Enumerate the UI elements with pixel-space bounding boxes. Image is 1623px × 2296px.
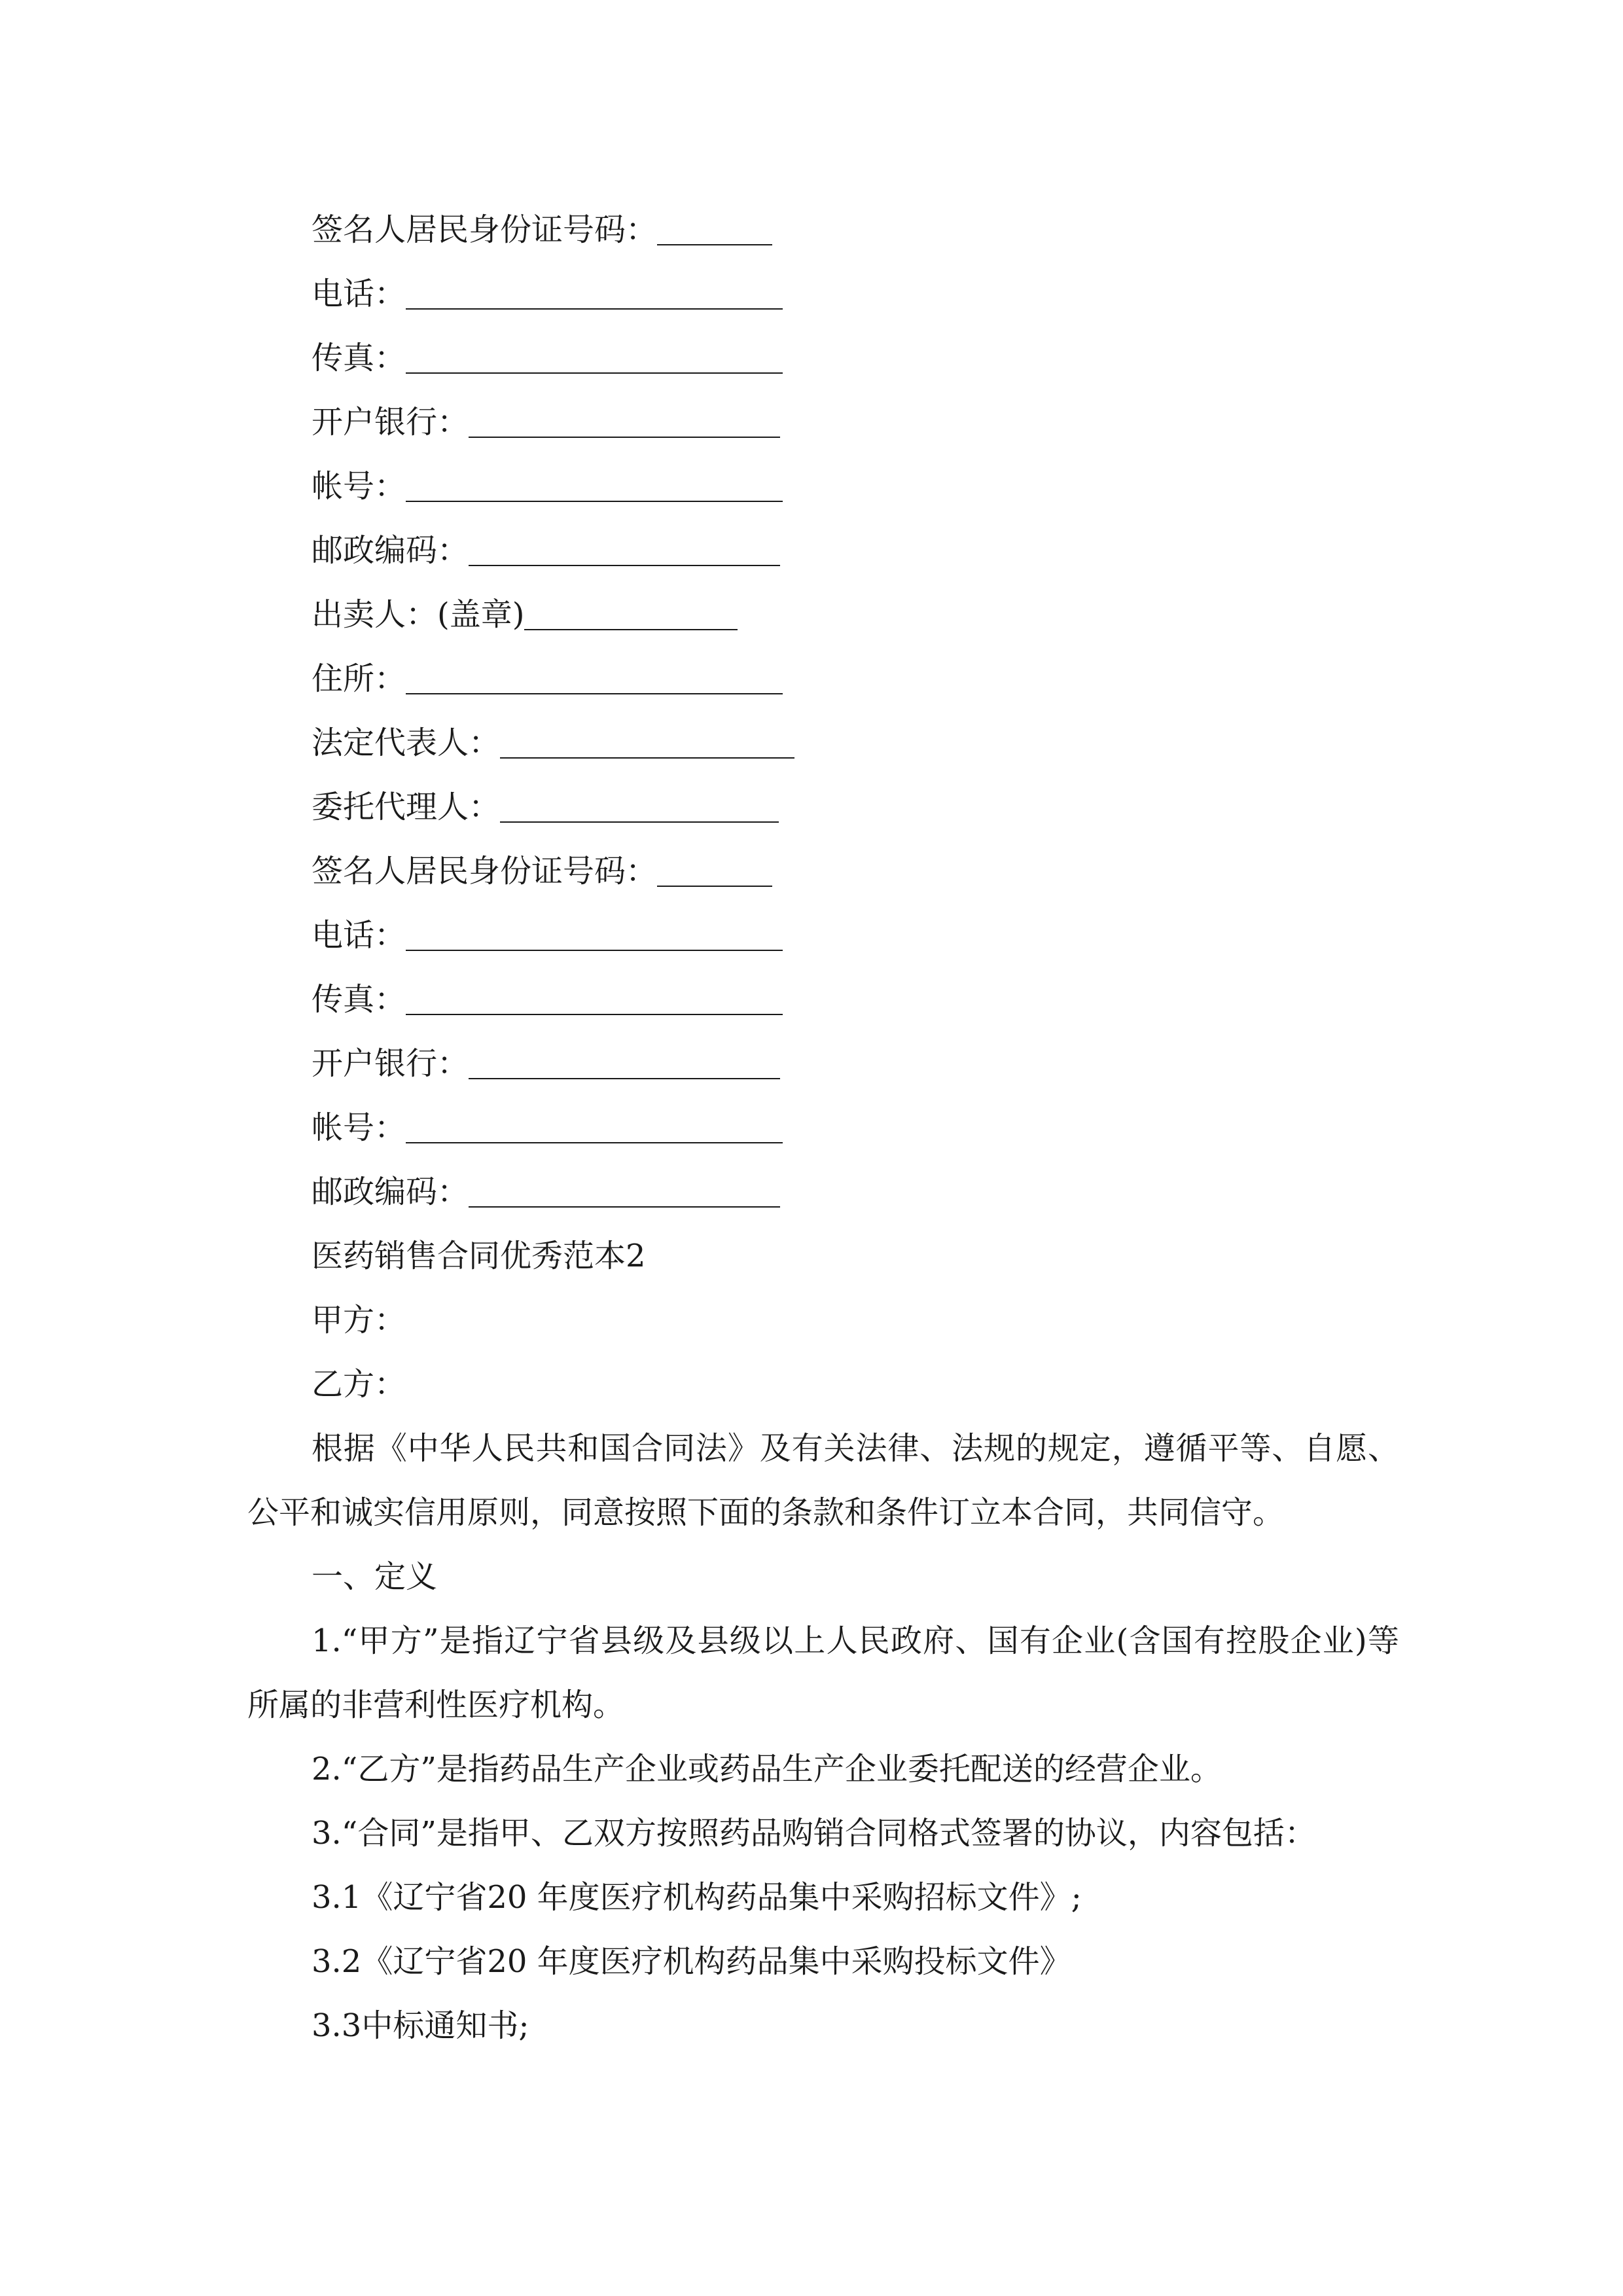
blank-line — [500, 791, 779, 823]
field-label: 帐号： — [312, 468, 406, 505]
field-label: 电话： — [312, 276, 406, 312]
definition-3-3: 3.3中标通知书; — [312, 2007, 529, 2044]
account-field — [312, 454, 783, 518]
id-number-field — [312, 198, 772, 262]
phone-field — [312, 903, 783, 967]
field-label: 邮政编码： — [312, 532, 469, 569]
fax-field — [312, 967, 783, 1031]
field-label: 委托代理人： — [312, 789, 501, 825]
blank-line — [406, 663, 783, 694]
legal-rep-field — [312, 711, 794, 775]
field-label: 住所： — [312, 660, 406, 697]
blank-line — [469, 535, 780, 566]
blank-line — [406, 471, 783, 502]
field-label: 传真： — [312, 340, 406, 376]
field-label: 电话： — [312, 917, 406, 954]
bank-field — [312, 1031, 780, 1096]
blank-line — [657, 855, 772, 887]
field-label: 邮政编码： — [312, 1174, 469, 1210]
contract-title: 医药销售合同优秀范本2 — [312, 1238, 646, 1274]
field-label: 开户银行： — [312, 1045, 469, 1082]
field-label: 签名人居民身份证号码： — [312, 211, 658, 248]
blank-line — [469, 1176, 780, 1208]
blank-line — [406, 342, 783, 374]
party-a-label: 甲方： — [312, 1302, 406, 1338]
blank-line — [524, 599, 738, 630]
postcode-field — [312, 1160, 780, 1224]
blank-line — [406, 984, 783, 1015]
seller-label: 出卖人：(盖章) — [312, 596, 525, 633]
intro-paragraph: 根据《中华人民共和国合同法》及有关法律、法规的规定，遵循平等、自愿、公平和诚实信用原则，同意按照下面的条款和条件订立本合同，共同信守。 — [247, 1430, 1399, 1531]
agent-field — [312, 775, 779, 839]
blank-line — [469, 1048, 780, 1079]
seller-title — [312, 583, 738, 647]
id-number-field — [312, 839, 772, 903]
fax-field — [312, 326, 783, 390]
field-label: 帐号： — [312, 1109, 406, 1146]
blank-line — [500, 727, 794, 759]
address-field — [312, 647, 783, 711]
blank-line — [406, 278, 783, 310]
phone-field — [312, 262, 783, 326]
bank-field — [312, 390, 780, 454]
field-label: 传真： — [312, 981, 406, 1018]
blank-line — [406, 1112, 783, 1143]
definition-2: 2.“乙方”是指药品生产企业或药品生产企业委托配送的经营企业。 — [312, 1751, 1222, 1787]
field-label: 开户银行： — [312, 404, 469, 440]
blank-line — [469, 406, 780, 438]
field-label: 签名人居民身份证号码： — [312, 853, 658, 889]
definition-3-1: 3.1《辽宁省20 年度医疗机构药品集中采购招标文件》; — [312, 1879, 1082, 1916]
definition-3: 3.“合同”是指甲、乙双方按照药品购销合同格式签署的协议，内容包括： — [312, 1815, 1316, 1852]
blank-line — [406, 920, 783, 951]
account-field — [312, 1096, 783, 1160]
postcode-field — [312, 518, 780, 583]
section-heading: 一、定义 — [312, 1558, 438, 1595]
definition-3-2: 3.2《辽宁省20 年度医疗机构药品集中采购投标文件》 — [312, 1943, 1071, 1980]
definition-1: 1.“甲方”是指辽宁省县级及县级以上人民政府、国有企业(含国有控股企业)等所属的非营利性医疗机构。 — [247, 1623, 1399, 1723]
blank-line — [657, 214, 772, 245]
field-label: 法定代表人： — [312, 725, 501, 761]
party-b-label: 乙方： — [312, 1366, 406, 1403]
